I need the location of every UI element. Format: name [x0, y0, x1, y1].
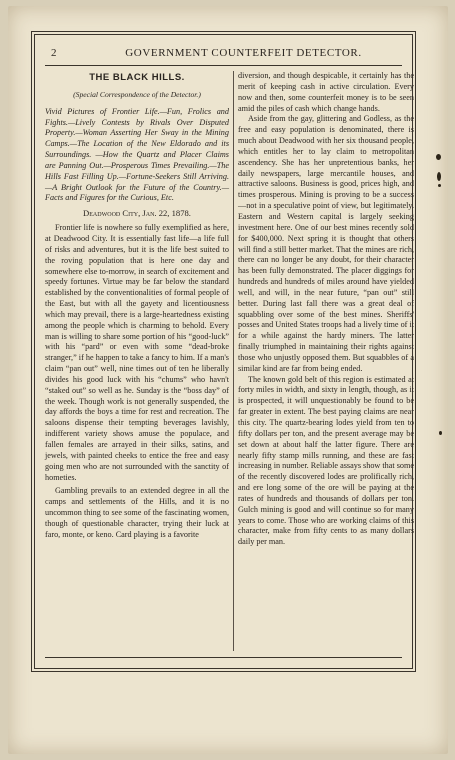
left-column [45, 71, 229, 541]
body-paragraph: Gambling prevails to an extended degree in all the camps and settlements of the Hills, and it is no uncommon thing to see some of the fascinating women, though of questionable character, trying their luck at faro, monte, or keno. Card playing is a favorite [45, 486, 229, 539]
running-head: GOVERNMENT COUNTERFEIT DETECTOR. [125, 47, 362, 59]
footer-rule [45, 657, 402, 658]
body-paragraph: diversion, and though despicable, it certainly has the merit of keeping cash in active circulation. Every now and then, some counterfeit money is to be seen amid the piles of cash which change hands. [238, 71, 414, 113]
header-rule [45, 65, 402, 66]
article-summary: Vivid Pictures of Frontier Life.—Fun, Frolics and Fights.—Lively Contests by Rivals Over Disputed Property.—Woman Asserting Her Sway in the Mining Camps.—The Location of the New Eldorado and its Surroundings. —How the Quartz and Placer Claims are Panning Out.—Prosperous Times Prevailing.—The Hills Fast Filling Up.—Fortune-Seekers Still Arriving.—A Bright Outlook for the Future of the Country.—Facts and Figures for the Curious, Etc. [45, 106, 229, 203]
body-paragraph: Aside from the gay, glittering and Godless, as the free and easy population is denominated, there is much about Deadwood with her six thousand people, which entitles her to lay claim to metropolitan ascendency. She has her unpretentious banks, her daily newspapers, large mercantile houses, and attractive saloons. Business is good, prices high, and times prosperous. Mining is proving to be a success—not in a speculative point of view, but legitimately. Eastern and Western capital is largely seeking investment here. One of our best mines recently sold for $400,000. Next spring it is thought that others will find a still better market. That the mines are rich, there can no longer be any doubt, for their character has been fully demonstrated. The placer diggings for hundreds and hundreds of miles around have yielded well, and will, in the near future, “pan out” still better. During last fall there was a great deal of squabbling over some of the best mines. Sheriffs' posses and United States troops had a lively time of it for a while against the hardy miners. The latter finally triumphed in maintaining their rights against those who unjustly opposed them. But squabbles of a similar kind are far from being ended. [238, 114, 415, 373]
newspaper-page [8, 6, 448, 754]
ink-blot [436, 154, 441, 160]
page-number: 2 [51, 47, 57, 59]
body-paragraph: The known gold belt of this region is estimated at forty miles in width, and sixty in length, though, as it is prospected, it will unquestionably be found to be far greater in extent. The best paying claims are near this city. The quartz-bearing lodes yield from ten to fifty dollars per ton, and the present average may be set down at about half the latter figure. There are nearly fifty stamp mills running, and these are fast increasing in number. Reliable assays show that some of the recently discovered lodes are prolifically rich, and ere long some of the ore will be paying at the rates of hundreds and thousands of dollars per ton. Gulch mining is good and will continue so for many years to come. Those who are working claims of this character, make from fifty cents to as many dollars daily per man. [238, 374, 414, 547]
page-frame [31, 31, 416, 672]
right-column [238, 71, 414, 548]
ink-blot [438, 184, 441, 187]
ink-blot [439, 431, 442, 435]
article-subtitle: (Special Correspondence of the Detector.) [73, 89, 201, 99]
dateline: Deadwood City, Jan. 22, 1878. [83, 208, 191, 219]
ink-blot [437, 172, 441, 181]
article-title: THE BLACK HILLS. [89, 72, 185, 83]
column-divider [233, 71, 234, 651]
body-paragraph: Frontier life is nowhere so fully exemplified as here, at Deadwood City. It is essentially fast life—a life full of risks and adventures, but it is the life best suited to the roving population that is here one day and somewhere else to-morrow, in search of excitement and speedy fortunes. Virtue may be far below the standard established by the conventionalities of formal people of the East, but with all the gayety and licentiousness which may prevail, there is a large-heartedness existing among the people which is charming to behold. Every man is willing to share some portion of his “good-luck” with his “pard” or even with some “dead-broke stranger,” if he happen to take a fancy to him. If a man's claim “pan out” well, nine times out of ten he liberally divides his good luck with his “chums” who havn't “staked out” so well as he. Sunday is the “boss day” of the week. Though work is not generally suspended, the day affords the boys a time for rest and recreation. The saloons dispense their tempting beverages lavishly, indifferent variety shows amuse the populace, and fallen females are arrayed in their silks, satins, and jewels, with painted cheeks to entice the free and easy going men who are not surrounded with the sanctity of hometies. [45, 223, 229, 482]
page-frame-inner [34, 34, 413, 669]
